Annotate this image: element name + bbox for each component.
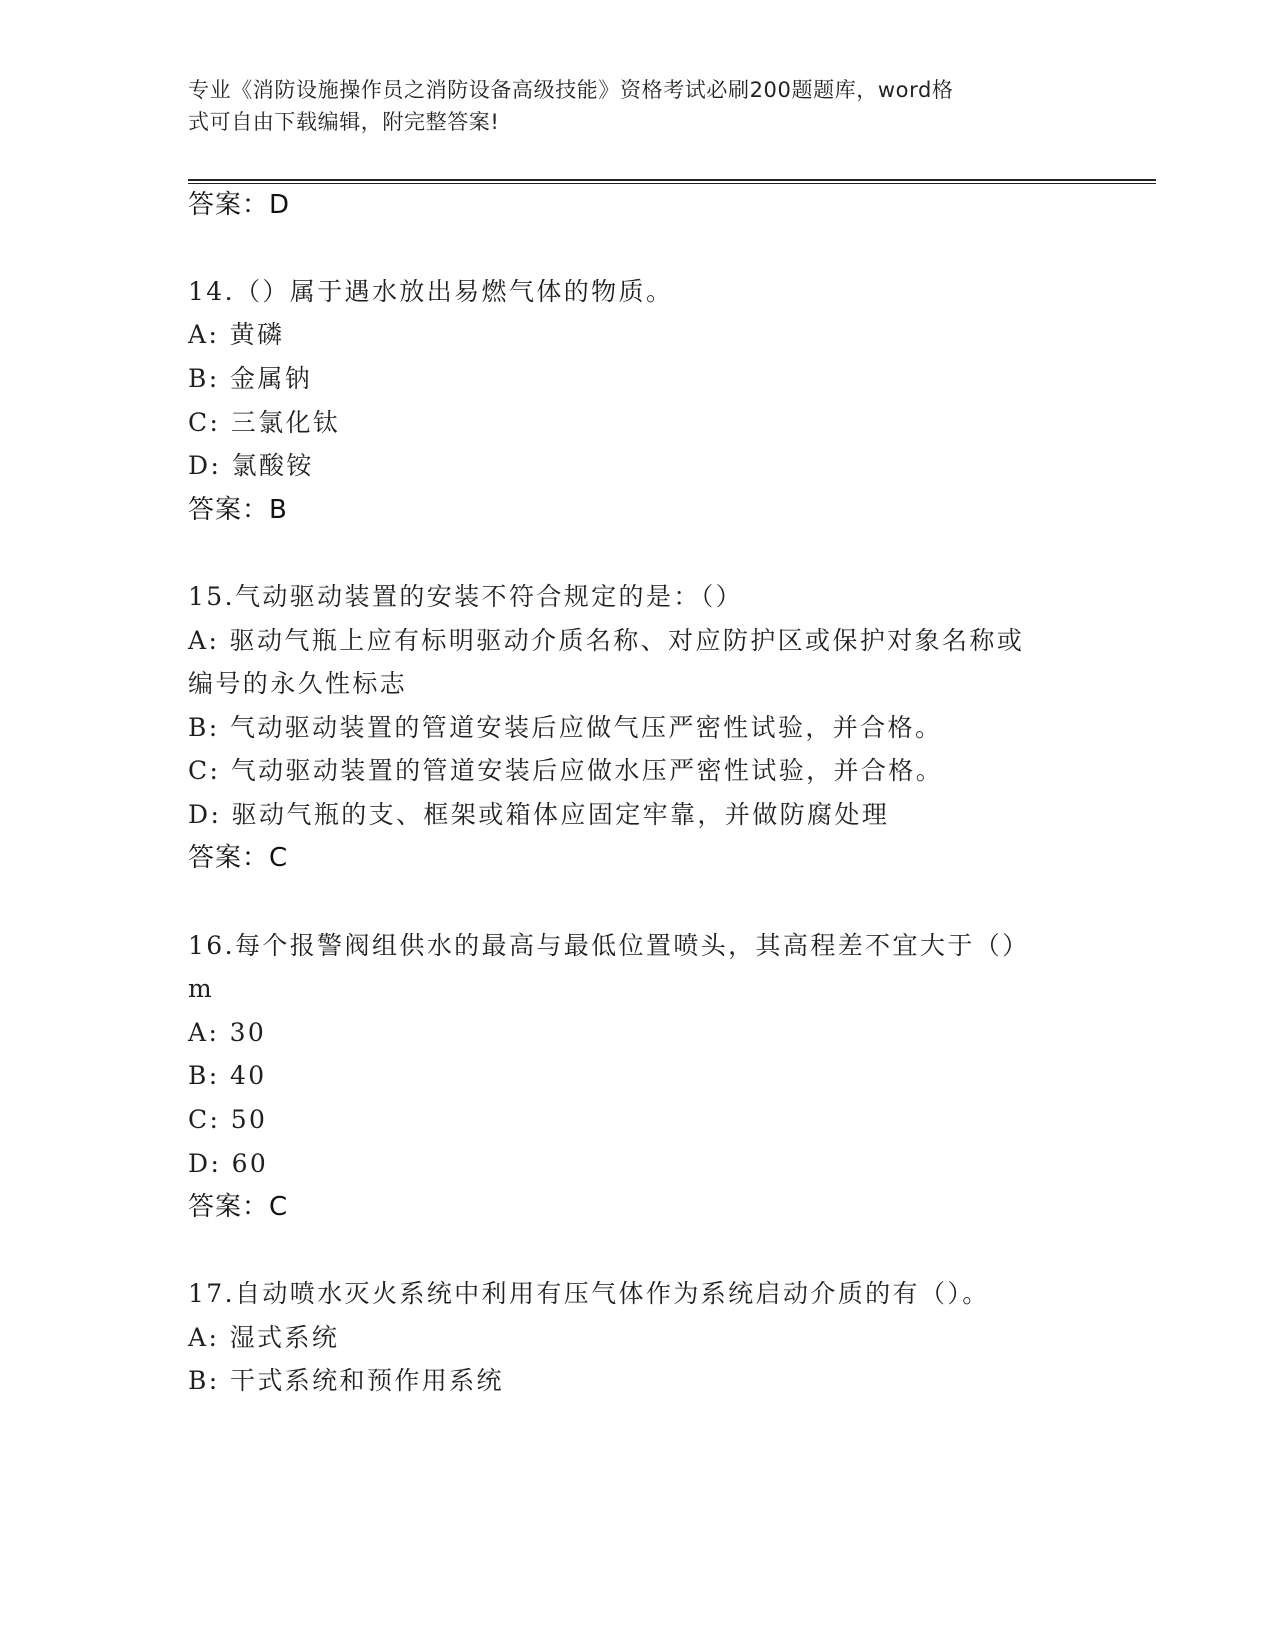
document-header bbox=[188, 74, 1088, 138]
option-c: C: 三氯化钛 bbox=[188, 408, 341, 437]
answer-line: 答案：B bbox=[188, 495, 288, 525]
option-d: D: 60 bbox=[188, 1149, 269, 1178]
question-stem: 17.自动喷水灭火系统中利用有压气体作为系统启动介质的有（）。 bbox=[188, 1279, 990, 1308]
option-b: B: 干式系统和预作用系统 bbox=[188, 1366, 504, 1395]
answer-line: 答案：C bbox=[188, 843, 289, 873]
question-stem: 15.气动驱动装置的安装不符合规定的是：（） bbox=[188, 582, 744, 611]
option-c: C: 气动驱动装置的管道安装后应做水压严密性试验，并合格。 bbox=[188, 756, 944, 785]
header-line-2: 式可自由下载编辑，附完整答案! bbox=[188, 110, 500, 134]
option-b: B: 金属钠 bbox=[188, 364, 313, 393]
option-d: D: 氯酸铵 bbox=[188, 451, 314, 480]
option-b: B: 40 bbox=[188, 1061, 267, 1090]
header-divider bbox=[188, 179, 1156, 184]
option-a-continued: 编号的永久性标志 bbox=[188, 669, 408, 698]
question-stem-continued: m bbox=[188, 974, 215, 1003]
answer-line: 答案：D bbox=[188, 190, 291, 220]
option-a: A: 湿式系统 bbox=[188, 1323, 340, 1352]
option-a: A: 黄磷 bbox=[188, 320, 285, 349]
answer-line: 答案：C bbox=[188, 1192, 289, 1222]
option-b: B: 气动驱动装置的管道安装后应做气压严密性试验，并合格。 bbox=[188, 713, 943, 742]
question-stem: 16.每个报警阀组供水的最高与最低位置喷头，其高程差不宜大于（） bbox=[188, 931, 1030, 960]
option-a: A: 30 bbox=[188, 1018, 267, 1047]
option-c: C: 50 bbox=[188, 1105, 268, 1134]
header-line-1: 专业《消防设施操作员之消防设备高级技能》资格考试必刷200题题库，word格 bbox=[188, 78, 954, 102]
question-stem: 14.（）属于遇水放出易燃气体的物质。 bbox=[188, 277, 674, 306]
option-a: A: 驱动气瓶上应有标明驱动介质名称、对应防护区或保护对象名称或 bbox=[188, 626, 1025, 655]
option-d: D: 驱动气瓶的支、框架或箱体应固定牢靠，并做防腐处理 bbox=[188, 800, 890, 829]
